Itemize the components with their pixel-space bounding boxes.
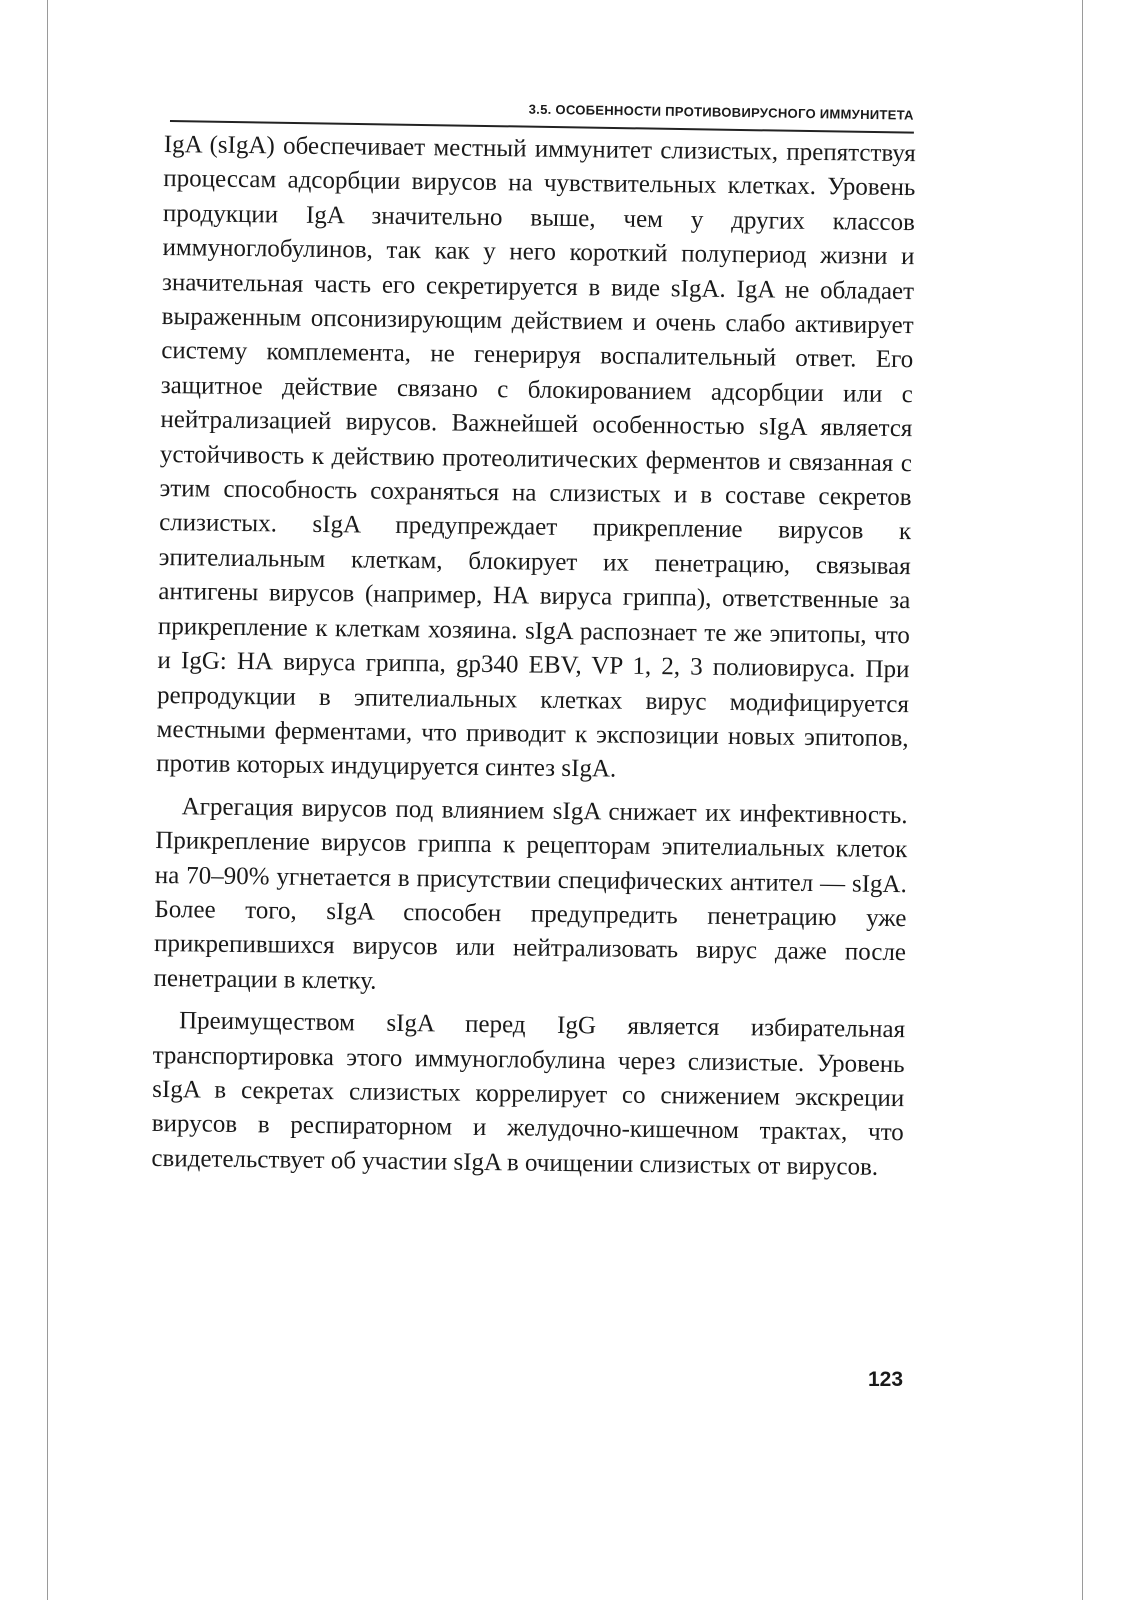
paragraph-1: IgA (sIgA) обеспечивает местный иммунитет слизистых, препятствуя процессам адсорбции вирусов на чувствительных клетках. Уровень продукции IgA значительно выше, чем у других классов иммуноглобулинов, так как у него короткий полупериод жизни и значительная часть его секретируется в виде sIgA. IgA не обладает выраженным опсонизирующим действием и очень слабо активирует систему комплемента, не генерируя воспалительный ответ. Его защитное действие связано с блокированием адсорбции или с нейтрализацией вирусов. Важнейшей особенностью sIgA является устойчивость к действию протеолитических ферментов и связанная с этим способность сохраняться на слизистых и в составе секретов слизистых. sIgA предупреждает прикрепление вирусов к эпителиальным клеткам, блокирует их пенетрацию, связывая антигены вирусов (например, НА вируса гриппа), ответственные за прикрепление к клеткам хозяина. sIgA распознает те же эпитопы, что и IgG: НА вируса гриппа, gp340 EBV, VP 1, 2, 3 полиовируса. При репродукции в эпителиальных клетках вирус модифицируется местными ферментами, что приводит к экспозиции новых эпитопов, против которых индуцируется синтез sIgA. [156,130,916,783]
page-edge-right [1082,0,1083,1600]
body-text [151,128,916,1185]
paragraph-3: Преимуществом sIgA перед IgG является избирательная транспортировка этого иммуноглобулина через слизистые. Уровень sIgA в секретах слизистых коррелирует со снижением экскреции вирусов в респираторном и желудочно-кишечном трактах, что свидетельствует об участии sIgA в очищении слизистых от вирусов. [151,1007,906,1181]
running-head: 3.5. ОСОБЕННОСТИ ПРОТИВОВИРУСНОГО ИММУНИТЕТА [528,101,914,123]
paragraph-2: Агрегация вирусов под влиянием sIgA снижает их инфективность. Прикрепление вирусов гриппа к рецепторам эпителиальных клеток на 70–90% угнетается в присутствии специфических антител — sIgA. Более того, sIgA способен предупредить пенетрацию уже прикрепившихся вирусов или нейтрализовать вирус даже после пенетрации в клетку. [153,792,908,995]
page-edge-left [47,0,48,1600]
page-number: 123 [868,1368,904,1391]
